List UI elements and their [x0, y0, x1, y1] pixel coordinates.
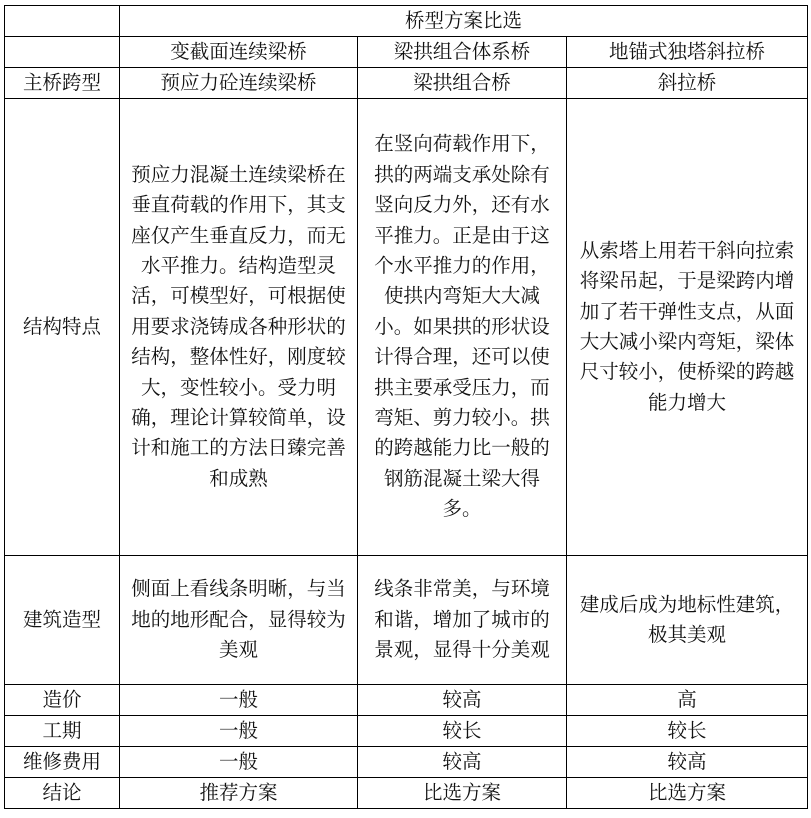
table-cell: 斜拉桥 [567, 68, 808, 99]
table-cell: 在竖向荷载作用下，拱的两端支承处除有竖向反力外，还有水平推力。正是由于这个水平推力的作用，使拱内弯矩大大减小。如果拱的形状设计得合理，还可以使拱主要承受压力，而弯矩、剪力较小。拱的跨越能力比一般的钢筋混凝土梁大得多。 [358, 99, 567, 556]
table-cell: 梁拱组合桥 [358, 68, 567, 99]
table-cell: 比选方案 [358, 778, 567, 809]
column-header: 梁拱组合体系桥 [358, 37, 567, 68]
row-label: 工期 [5, 716, 120, 747]
table-row [5, 685, 808, 716]
column-header-row [5, 37, 808, 68]
table-cell: 较高 [358, 747, 567, 778]
table-cell: 线条非常美，与环境和谐，增加了城市的景观，显得十分美观 [358, 556, 567, 685]
table-row [5, 778, 808, 809]
table-cell: 较高 [567, 747, 808, 778]
table-cell: 预应力砼连续梁桥 [120, 68, 358, 99]
title-row [5, 6, 808, 37]
table-cell: 一般 [120, 747, 358, 778]
table-row [5, 747, 808, 778]
row-label: 造价 [5, 685, 120, 716]
table-cell: 推荐方案 [120, 778, 358, 809]
corner-cell [5, 6, 120, 37]
row-label: 结论 [5, 778, 120, 809]
table-cell: 一般 [120, 685, 358, 716]
table-cell: 较高 [358, 685, 567, 716]
table-cell: 高 [567, 685, 808, 716]
table-cell: 从索塔上用若干斜向拉索将梁吊起，于是梁跨内增加了若干弹性支点，从面大大减小梁内弯矩，梁体尺寸较小，使桥梁的跨越能力增大 [567, 99, 808, 556]
table-cell: 建成后成为地标性建筑，极其美观 [567, 556, 808, 685]
row-label: 建筑造型 [5, 556, 120, 685]
table-row [5, 68, 808, 99]
row-label: 结构特点 [5, 99, 120, 556]
table-cell: 较长 [358, 716, 567, 747]
table-row [5, 556, 808, 685]
table-row [5, 99, 808, 556]
column-header: 变截面连续梁桥 [120, 37, 358, 68]
row-label: 主桥跨型 [5, 68, 120, 99]
table-cell: 比选方案 [567, 778, 808, 809]
bridge-comparison-table [4, 5, 808, 809]
corner-cell [5, 37, 120, 68]
table-cell: 预应力混凝土连续梁桥在垂直荷载的作用下，其支座仅产生垂直反力，而无水平推力。结构造型灵活，可模型好，可根据使用要求浇铸成各种形状的结构，整体性好，刚度较大，变性较小。受力明确，理论计算较简单，设计和施工的方法日臻完善和成熟 [120, 99, 358, 556]
table-cell: 侧面上看线条明晰，与当地的地形配合，显得较为美观 [120, 556, 358, 685]
table-cell: 较长 [567, 716, 808, 747]
table-title: 桥型方案比选 [120, 6, 808, 37]
row-label: 维修费用 [5, 747, 120, 778]
column-header: 地锚式独塔斜拉桥 [567, 37, 808, 68]
table-cell: 一般 [120, 716, 358, 747]
table-row [5, 716, 808, 747]
